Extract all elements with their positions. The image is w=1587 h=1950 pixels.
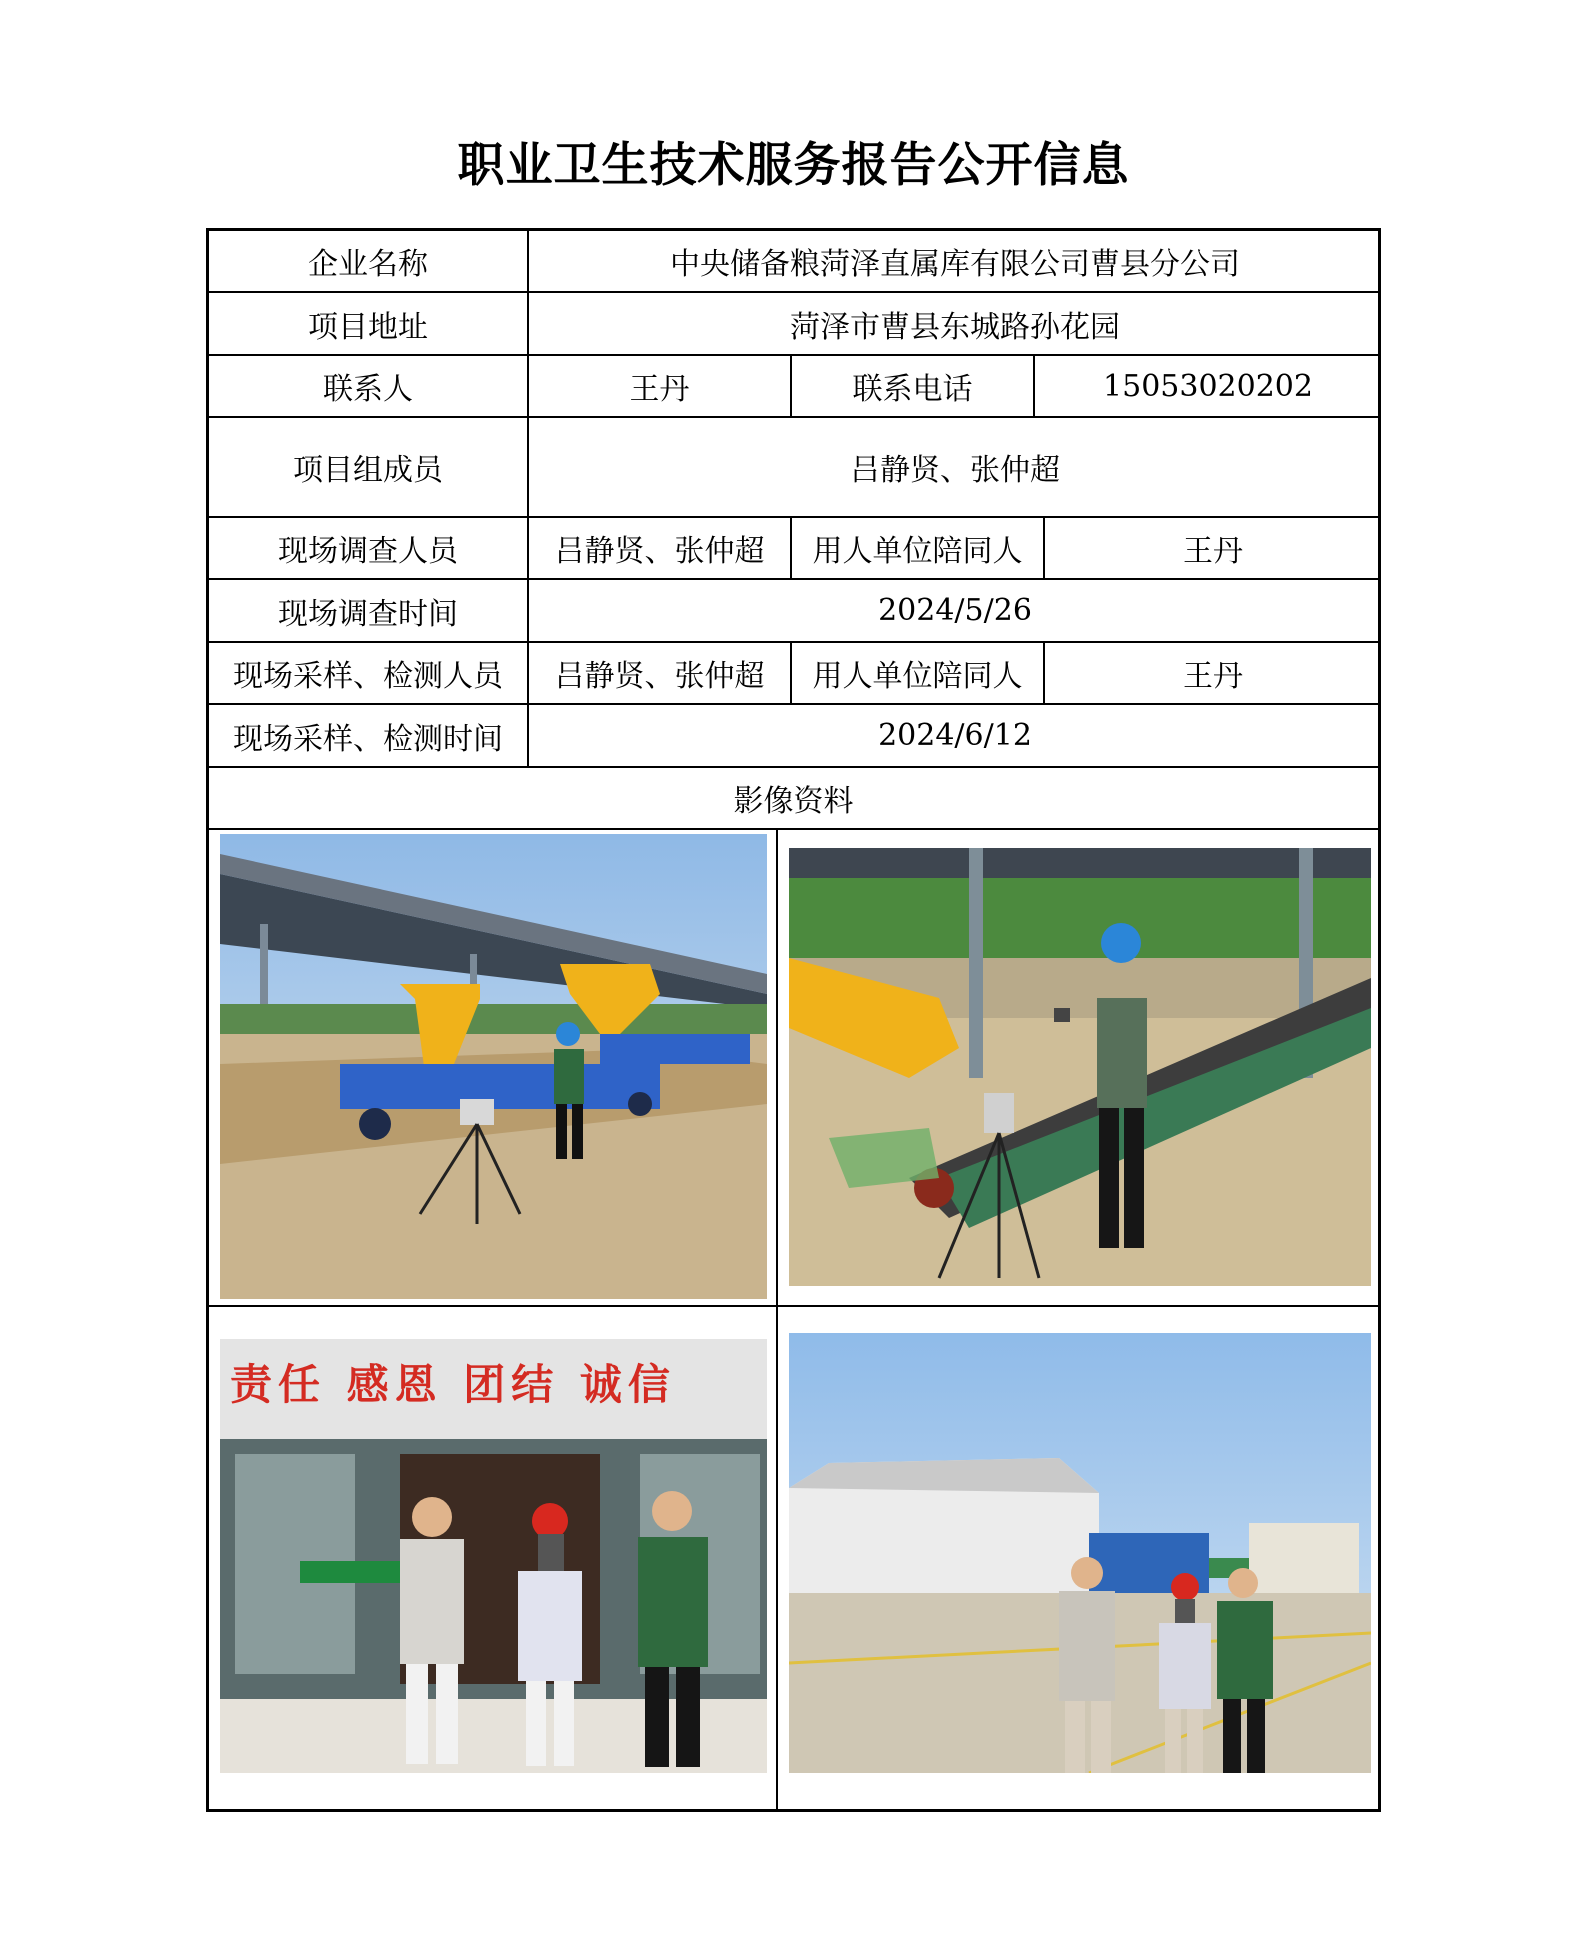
row-survey-time [209, 580, 1378, 643]
row-contact [209, 356, 1378, 418]
photo-weighing-machine [220, 834, 767, 1299]
company-label: 企业名称 [308, 247, 428, 282]
sampling-time-label: 现场采样、检测时间 [233, 721, 503, 757]
grid-divider-vertical [776, 830, 778, 1809]
company-value: 中央储备粮菏泽直属库有限公司曹县分公司 [527, 231, 1381, 291]
contact-label: 联系人 [323, 372, 413, 407]
row-company [209, 231, 1378, 293]
sampling-staff-value: 吕静贤、张仲超 [527, 643, 790, 703]
page-title: 职业卫生技术服务报告公开信息 [457, 138, 1130, 193]
survey-time-value: 2024/5/26 [527, 580, 1381, 641]
survey-time-label: 现场调查时间 [278, 596, 458, 632]
row-members [209, 418, 1378, 518]
photo-conveyor [789, 848, 1371, 1286]
survey-escort-label: 用人单位陪同人 [790, 518, 1043, 578]
members-label: 项目组成员 [293, 453, 443, 488]
survey-escort-value: 王丹 [1043, 518, 1381, 578]
sampling-time-value: 2024/6/12 [527, 705, 1381, 766]
row-survey-staff [209, 518, 1378, 580]
info-table [206, 228, 1381, 1812]
survey-staff-label: 现场调查人员 [278, 534, 458, 569]
sampling-escort-value: 王丹 [1043, 643, 1381, 703]
images-header: 影像资料 [733, 784, 854, 819]
address-value: 菏泽市曹县东城路孙花园 [527, 293, 1381, 354]
sampling-staff-label: 现场采样、检测人员 [233, 659, 503, 694]
grid-divider-horizontal [209, 1305, 1378, 1307]
row-sampling-staff [209, 643, 1378, 705]
photo-entrance-group [220, 1339, 767, 1773]
sampling-escort-label: 用人单位陪同人 [790, 643, 1043, 703]
members-value: 吕静贤、张仲超 [527, 418, 1381, 516]
address-label: 项目地址 [308, 309, 428, 345]
phone-value: 15053020202 [1033, 356, 1381, 416]
banner-slogan: 责任 感恩 团结 诚信 [230, 1360, 676, 1409]
contact-value: 王丹 [527, 356, 790, 416]
row-sampling-time [209, 705, 1378, 768]
row-address [209, 293, 1378, 356]
survey-staff-value: 吕静贤、张仲超 [527, 518, 790, 578]
phone-label: 联系电话 [790, 356, 1033, 416]
photo-grid [209, 830, 1378, 1809]
row-images-header [209, 768, 1378, 830]
photo-warehouse-group [789, 1333, 1371, 1773]
